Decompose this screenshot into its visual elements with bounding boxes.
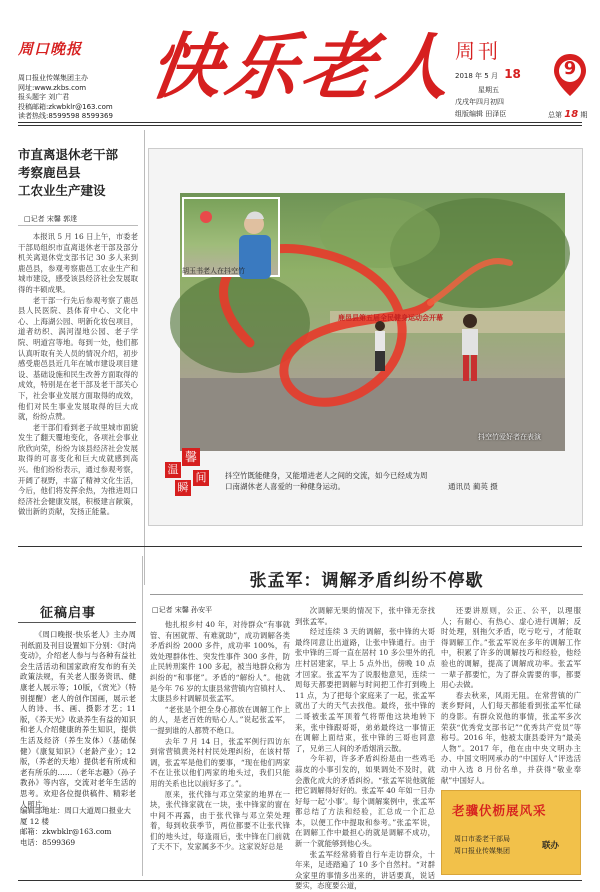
info-line: 投稿邮箱:zkwbklr@163.com [18, 102, 113, 111]
masthead-title: 快乐老人 [144, 24, 461, 109]
stamp-char: 温 [165, 462, 181, 478]
paragraph: 次调解无果的情况下，张中锋无奈找到张孟军。 [295, 606, 435, 626]
sidebar-rule [18, 622, 136, 623]
headline-line: 工农业生产建设 [18, 183, 106, 198]
inset-photo [182, 197, 280, 277]
weekly-label: 周刊 [455, 39, 501, 63]
main-byline: □记者 宋馨 孙安平 [152, 606, 213, 614]
main-col-1 [150, 620, 290, 878]
paragraph: 春去秋来，风雨无阻。在常营镇的广袤乡野间，人们每天都能看到张孟军忙碌的身影。有群众说他的事情，张孟军多次荣获“优秀党支部书记”“优秀共产党员”等称号。2016 年，他被太康县委评为“最美人物”。2017 年，他在由中央文明办主办、中国文明网承办的“中国好人”评选活动中入选 8 月份名单，并获得“敬业奉献”中国好人。 [441, 690, 581, 785]
paragraph: “老张是个把全身心都放在调解工作上的人，是老百姓的贴心人。”说起张孟军，一提到谁的人都赞不绝口。 [150, 704, 290, 735]
masthead-rule [18, 122, 582, 123]
page-number: 9 [563, 58, 577, 79]
caption-line: 口南湖休老人喜爱的一种健身运动。 [225, 482, 345, 491]
column-banner-title: 老骥伏枥展风采 [452, 803, 547, 818]
weekday: 星期五 [478, 86, 499, 94]
paragraph: 还要讲原则，公正、公平，以理服人；有耐心、有热心、虚心进行调解；反时处理，别拖欠矛盾，吃亏吃亏，才能取得调解工作。”张孟军说在多年的调解工作中，积累了许多的调解技巧和经验，他经验也的调解，提高了调解成功率。张孟军一辈子都要忙，为了群众需要的事，都要用心去做。 [441, 606, 581, 690]
lunar-date: 戊戌年四月初四 [455, 98, 504, 106]
column-banner [441, 790, 581, 875]
issue-label: 总第 [548, 111, 562, 119]
date-month: 2018 年 5 月 [455, 72, 498, 80]
layout-editor: 组版编辑 田泽臣 [455, 110, 507, 118]
main-col-3 [441, 606, 581, 784]
paragraph: 张孟军经常骑着自行车走访群众，十年来，足迹踏遍了 10 多个自然村。“对群众家里的事情多出来的，讲话要真，说话要实，态度要公道， [295, 849, 435, 891]
paragraph: 原来，张代锋与邓立荣家的地界在一块，张代锋家就在一块，张中锋家的窗在中间不再露，由于张代锋与邓立荣处理着，每到收获季节，两位都要不让张代锋们的地头过，每逢雨后，张中锋在门前就了天不下，发家属多不少。这家说好总是 [150, 789, 290, 852]
paragraph: 老干部们看到老子故里城市面貌发生了翻天覆地变化，各项社会事业欣欣向荣，纷纷为该县经济社会发展取得的可喜变化和巨大成就感到高兴。他们纷纷表示，通过参观考察，开阔了视野，丰富了精神文化生活，今后，他们将发挥余热，为推进周口经济社会健康发展，积极建言献策，做出新的贡献，发扬正能量。 [18, 422, 138, 517]
banner-org: 周口市委老干部局 [454, 835, 510, 843]
column-divider [144, 130, 145, 585]
sidebar-title: 征稿启事 [40, 606, 97, 621]
sidebar-body: 《周口晚报·快乐老人》主办周刊纸面及刊目设置如下分别：《时尚变动》，介绍老人参与与各种有益社会生活活动和国家政府发布的有关政策法规，有关老人服务资讯、健康老人展示等；10版，《赏光》（特别提醒）老人的创作国画，展示老人的诗、书、画、摄影才艺；11版，《养天光》收录养生有益的知识和老人介绍健康的养生知识，提供生活及经济（养生发体）（基础保健）《康复知识》（老龄产业）；12版，（养老的天地）提供老有所成和老有所乐的……（老年志趣》（孙子教孙》等内容，交流对老年生活的思考。欢迎各位提供稿件、精彩老人照片。 [20, 630, 136, 809]
paper-logo: 周口晚报 [18, 40, 83, 58]
paragraph: 今年初，许多矛盾纠纷是由一些鸡毛蒜皮的小事引发的，如果调处不及时，就会激化成大的矛盾纠纷。“张孟军说他就能把它调解得好好的。张孟军 40 年如一日办好每一起‘小事’。每个调解案例中，张孟军都总结了方法和经验，汇总成一个汇总本，以便工作中提取和参考。”张孟军说，在调解工作中最担心的就是调解不成功，新一个就能够到他心头。 [295, 754, 435, 849]
date [455, 67, 521, 82]
paragraph: 经过连续 3 天的调解，张中锋的大哥最终同意让出道路，让张中锋通行。由于张中锋的三哥一直在居村 10 多公里外的孔庄村居建家，早上 5 点外出，傍晚 10 点才回家。张孟军为了说服他意见，连续一周每天都要把调解与时间把工作打到晚上 11 点，为了把每个家庭来了一起，张孟军就出了大的天气去找他。最终，张中锋的二哥被张孟军顶着气将帮他这块地转下来，张中锋跟哥哥，弟弟最终这一事情正在调解上面结束，张中锋的三哥也同意了，兄弟三人间的矛盾烟消云散。 [295, 627, 435, 753]
date-day: 18 [504, 67, 521, 81]
headline-line: 市直离退休老干部 [18, 147, 119, 162]
paragraph: 去年 7 月 14 日，张孟军例行四访东到常营镇黄尧村村民处理纠纷，在该村帮调，张孟军是他们的要事，“现在他们两家不在让张以他们两家的地头过，我们只能用的关系也比以前好多了。”。 [150, 736, 290, 788]
caption-line: 抖空竹既能健身，又能增进老人之间的交流，如今已经成为周 [225, 471, 428, 480]
main-headline: 张孟军：调解矛盾纠纷不停歇 [249, 571, 484, 591]
warm-moment-stamp [165, 448, 213, 496]
masthead-rule-2 [18, 125, 582, 126]
issue-number [548, 110, 587, 121]
main-photo-caption: 抖空竹爱好者在表演 [478, 433, 541, 441]
stamp-char: 间 [193, 470, 209, 486]
info-line: 报头题字 刘广君 [18, 93, 70, 101]
photo-banner-text: 鹿邑县第五届全民健身运动会开幕 [338, 314, 443, 322]
banner-org: 周口报业传媒集团 [454, 847, 510, 855]
paragraph: 本报讯 5 月 16 日上午，市委老干部局组织市直离退休老干部及部分机关离退休党支部书记 30 多人来到鹿邑县，参观考察鹿邑工农业生产和城市建设，感受该县经济社会发展取得的丰硕成果。 [18, 232, 138, 294]
mid-rule [18, 546, 582, 547]
paragraph: 老干部一行先后参观考察了鹿邑县人民医院、县体育中心、文化中心、上海湖公园、明新化妆包项目，道者纺织、涡河湿地公园、老子学院、明道宫等地。每到一处，他们都认真听取有关人员的情况介绍，初步感受鹿邑县近几年在城市建设项目建设、基础设施和民生改善方面取得的成效，特别是在老干部及老干部关心下，社会事业发展方面取得的成效，他们对民生事业发展取得的巨大成就，纷纷点赞。 [18, 295, 138, 422]
bottom-rule [18, 880, 582, 881]
headline-rule [150, 594, 583, 595]
headline-line: 考察鹿邑县 [18, 165, 81, 180]
left-byline: □记者 宋馨 郭達 [24, 215, 78, 223]
masthead-info [18, 74, 158, 122]
left-headline [18, 146, 143, 200]
info-line: 读者热线:8599598 8599369 [18, 112, 113, 120]
contact-address: 编辑部地址：周口大道周口报业大厦 12 楼 [20, 806, 131, 826]
stamp-char: 瞬 [175, 480, 191, 496]
sidebar-contact [20, 806, 138, 848]
info-line: 周口报业传媒集团主办 [18, 74, 88, 82]
stamp-char: 馨 [182, 448, 200, 466]
inset-caption: 胡玉书老人在抖空竹 [182, 267, 245, 275]
contact-phone: 电话：8599369 [20, 837, 76, 847]
info-line: 网址:www.zkbs.com [18, 83, 87, 92]
contact-email: 邮箱：zkwbklr@163.com [20, 827, 112, 837]
photo-credit: 通讯员 蔺英 摄 [448, 482, 498, 491]
issue-suffix: 期 [580, 111, 588, 119]
banner-joint: 联办 [542, 841, 560, 851]
issue-value: 18 [564, 109, 579, 120]
left-rule [18, 225, 138, 226]
paragraph: 他扎根乡村 40 年，对待群众“有事就管、有困就帮、有难就助”，成功调解各类矛盾纠纷 2000 多件，成功率 100%，有效处理群体性、突发性事件 300 多件，防止民转刑案件 100 多起，被当地群众称为纠纷的“和事佬”。矛盾的“解纷人”。他就是今年 76 岁的太康县常营镇内官镇村人、太康县乡村调解员张孟军。 [150, 620, 290, 704]
main-col-2 [295, 606, 435, 891]
left-article-body [18, 232, 138, 580]
sidebar-divider [142, 556, 143, 876]
